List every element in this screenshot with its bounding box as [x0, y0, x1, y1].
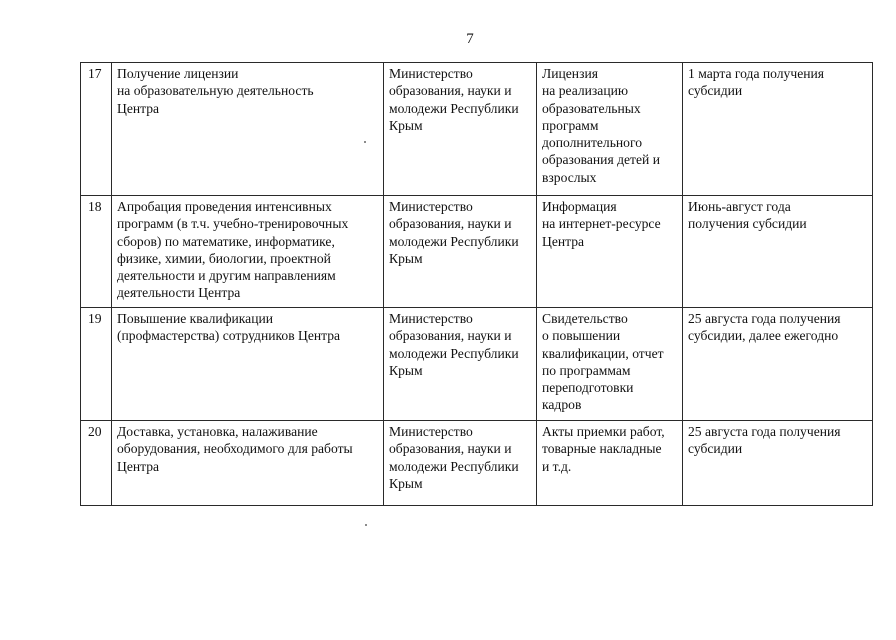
result-cell	[537, 421, 683, 506]
cell-text-line: Центра	[117, 100, 160, 116]
deadline-cell	[683, 308, 873, 421]
cell-text-line: Получение лицензии	[117, 66, 239, 81]
cell-text-line: образования, науки и	[389, 216, 512, 232]
cell-text-line: Крым	[389, 362, 423, 378]
responsible-cell	[384, 308, 537, 421]
cell-text-line: Доставка, установка, налаживание	[117, 424, 318, 439]
responsible-cell	[384, 63, 537, 196]
responsible-cell	[384, 421, 537, 506]
deadline-cell	[683, 196, 873, 308]
row-number-cell: 19	[81, 308, 112, 421]
cell-text-line: Министерство	[389, 199, 473, 214]
cell-text-line: Крым	[389, 475, 423, 491]
cell-text-line: деятельности Центра	[117, 285, 241, 301]
cell-text-line: о повышении	[542, 328, 621, 344]
cell-text-line: на интернет-ресурсе	[542, 216, 661, 232]
row-number-cell: 18	[81, 196, 112, 308]
cell-text-line: получения субсидии	[688, 216, 807, 232]
cell-text-line: образования, науки и	[389, 441, 512, 457]
cell-text-line: Апробация проведения интенсивных	[117, 199, 332, 214]
cell-text-line: на реализацию	[542, 83, 629, 99]
cell-text-line: Свидетельство	[542, 311, 628, 326]
event-cell	[112, 421, 384, 506]
cell-text-line: образования, науки и	[389, 328, 512, 344]
cell-text-line: и т.д.	[542, 458, 572, 474]
cell-text-line: программ	[542, 117, 599, 133]
cell-text-line: субсидии	[688, 83, 743, 99]
cell-text-line: товарные накладные	[542, 441, 662, 457]
cell-text-line: переподготовки	[542, 380, 634, 396]
cell-text-line: оборудования, необходимого для работы	[117, 441, 353, 457]
cell-text-line: 25 августа года получения	[688, 311, 841, 326]
cell-text-line: Министерство	[389, 311, 473, 326]
cell-text-line: Министерство	[389, 66, 473, 81]
row-number-cell: 20	[81, 421, 112, 506]
table-row	[81, 421, 873, 506]
cell-text-line: Крым	[389, 250, 423, 266]
deadline-cell	[683, 63, 873, 196]
cell-text-line: образовательных	[542, 100, 641, 116]
cell-text-line: Министерство	[389, 424, 473, 439]
cell-text-line: 25 августа года получения	[688, 424, 841, 439]
cell-text-line: молодежи Республики	[389, 345, 519, 361]
cell-text-line: Центра	[117, 458, 160, 474]
cell-text-line: Лицензия	[542, 66, 598, 81]
result-cell	[537, 63, 683, 196]
cell-text-line: молодежи Республики	[389, 100, 519, 116]
cell-text-line: молодежи Республики	[389, 233, 519, 249]
cell-text-line: молодежи Республики	[389, 458, 519, 474]
cell-text-line: деятельности и другим направлениям	[117, 268, 336, 284]
scan-speck	[364, 141, 366, 143]
cell-text-line: Июнь-август года	[688, 199, 791, 214]
event-cell	[112, 308, 384, 421]
result-cell	[537, 196, 683, 308]
deadline-cell	[683, 421, 873, 506]
plan-table	[80, 62, 873, 506]
cell-text-line: сборов) по математике, информатике,	[117, 233, 335, 249]
table-row	[81, 63, 873, 196]
cell-text-line: программ (в т.ч. учебно-тренировочных	[117, 216, 349, 232]
cell-text-line: Информация	[542, 199, 617, 214]
cell-text-line: физике, химии, биологии, проектной	[117, 250, 331, 266]
cell-text-line: квалификации, отчет	[542, 345, 664, 361]
cell-text-line: на образовательную деятельность	[117, 83, 314, 99]
cell-text-line: субсидии	[688, 441, 743, 457]
scan-speck	[365, 524, 367, 526]
page-number: 7	[466, 31, 474, 47]
cell-text-line: Центра	[542, 233, 585, 249]
table-row	[81, 308, 873, 421]
event-cell	[112, 196, 384, 308]
result-cell	[537, 308, 683, 421]
cell-text-line: образования детей и	[542, 152, 660, 168]
event-cell	[112, 63, 384, 196]
cell-text-line: взрослых	[542, 169, 597, 185]
cell-text-line: Крым	[389, 117, 423, 133]
responsible-cell	[384, 196, 537, 308]
row-number-cell: 17	[81, 63, 112, 196]
cell-text-line: кадров	[542, 397, 582, 413]
cell-text-line: 1 марта года получения	[688, 66, 825, 81]
cell-text-line: Повышение квалификации	[117, 311, 274, 326]
cell-text-line: дополнительного	[542, 135, 643, 151]
cell-text-line: (профмастерства) сотрудников Центра	[117, 328, 341, 344]
cell-text-line: образования, науки и	[389, 83, 512, 99]
cell-text-line: по программам	[542, 362, 631, 378]
cell-text-line: субсидии, далее ежегодно	[688, 328, 839, 344]
cell-text-line: Акты приемки работ,	[542, 424, 665, 439]
table-row	[81, 196, 873, 308]
